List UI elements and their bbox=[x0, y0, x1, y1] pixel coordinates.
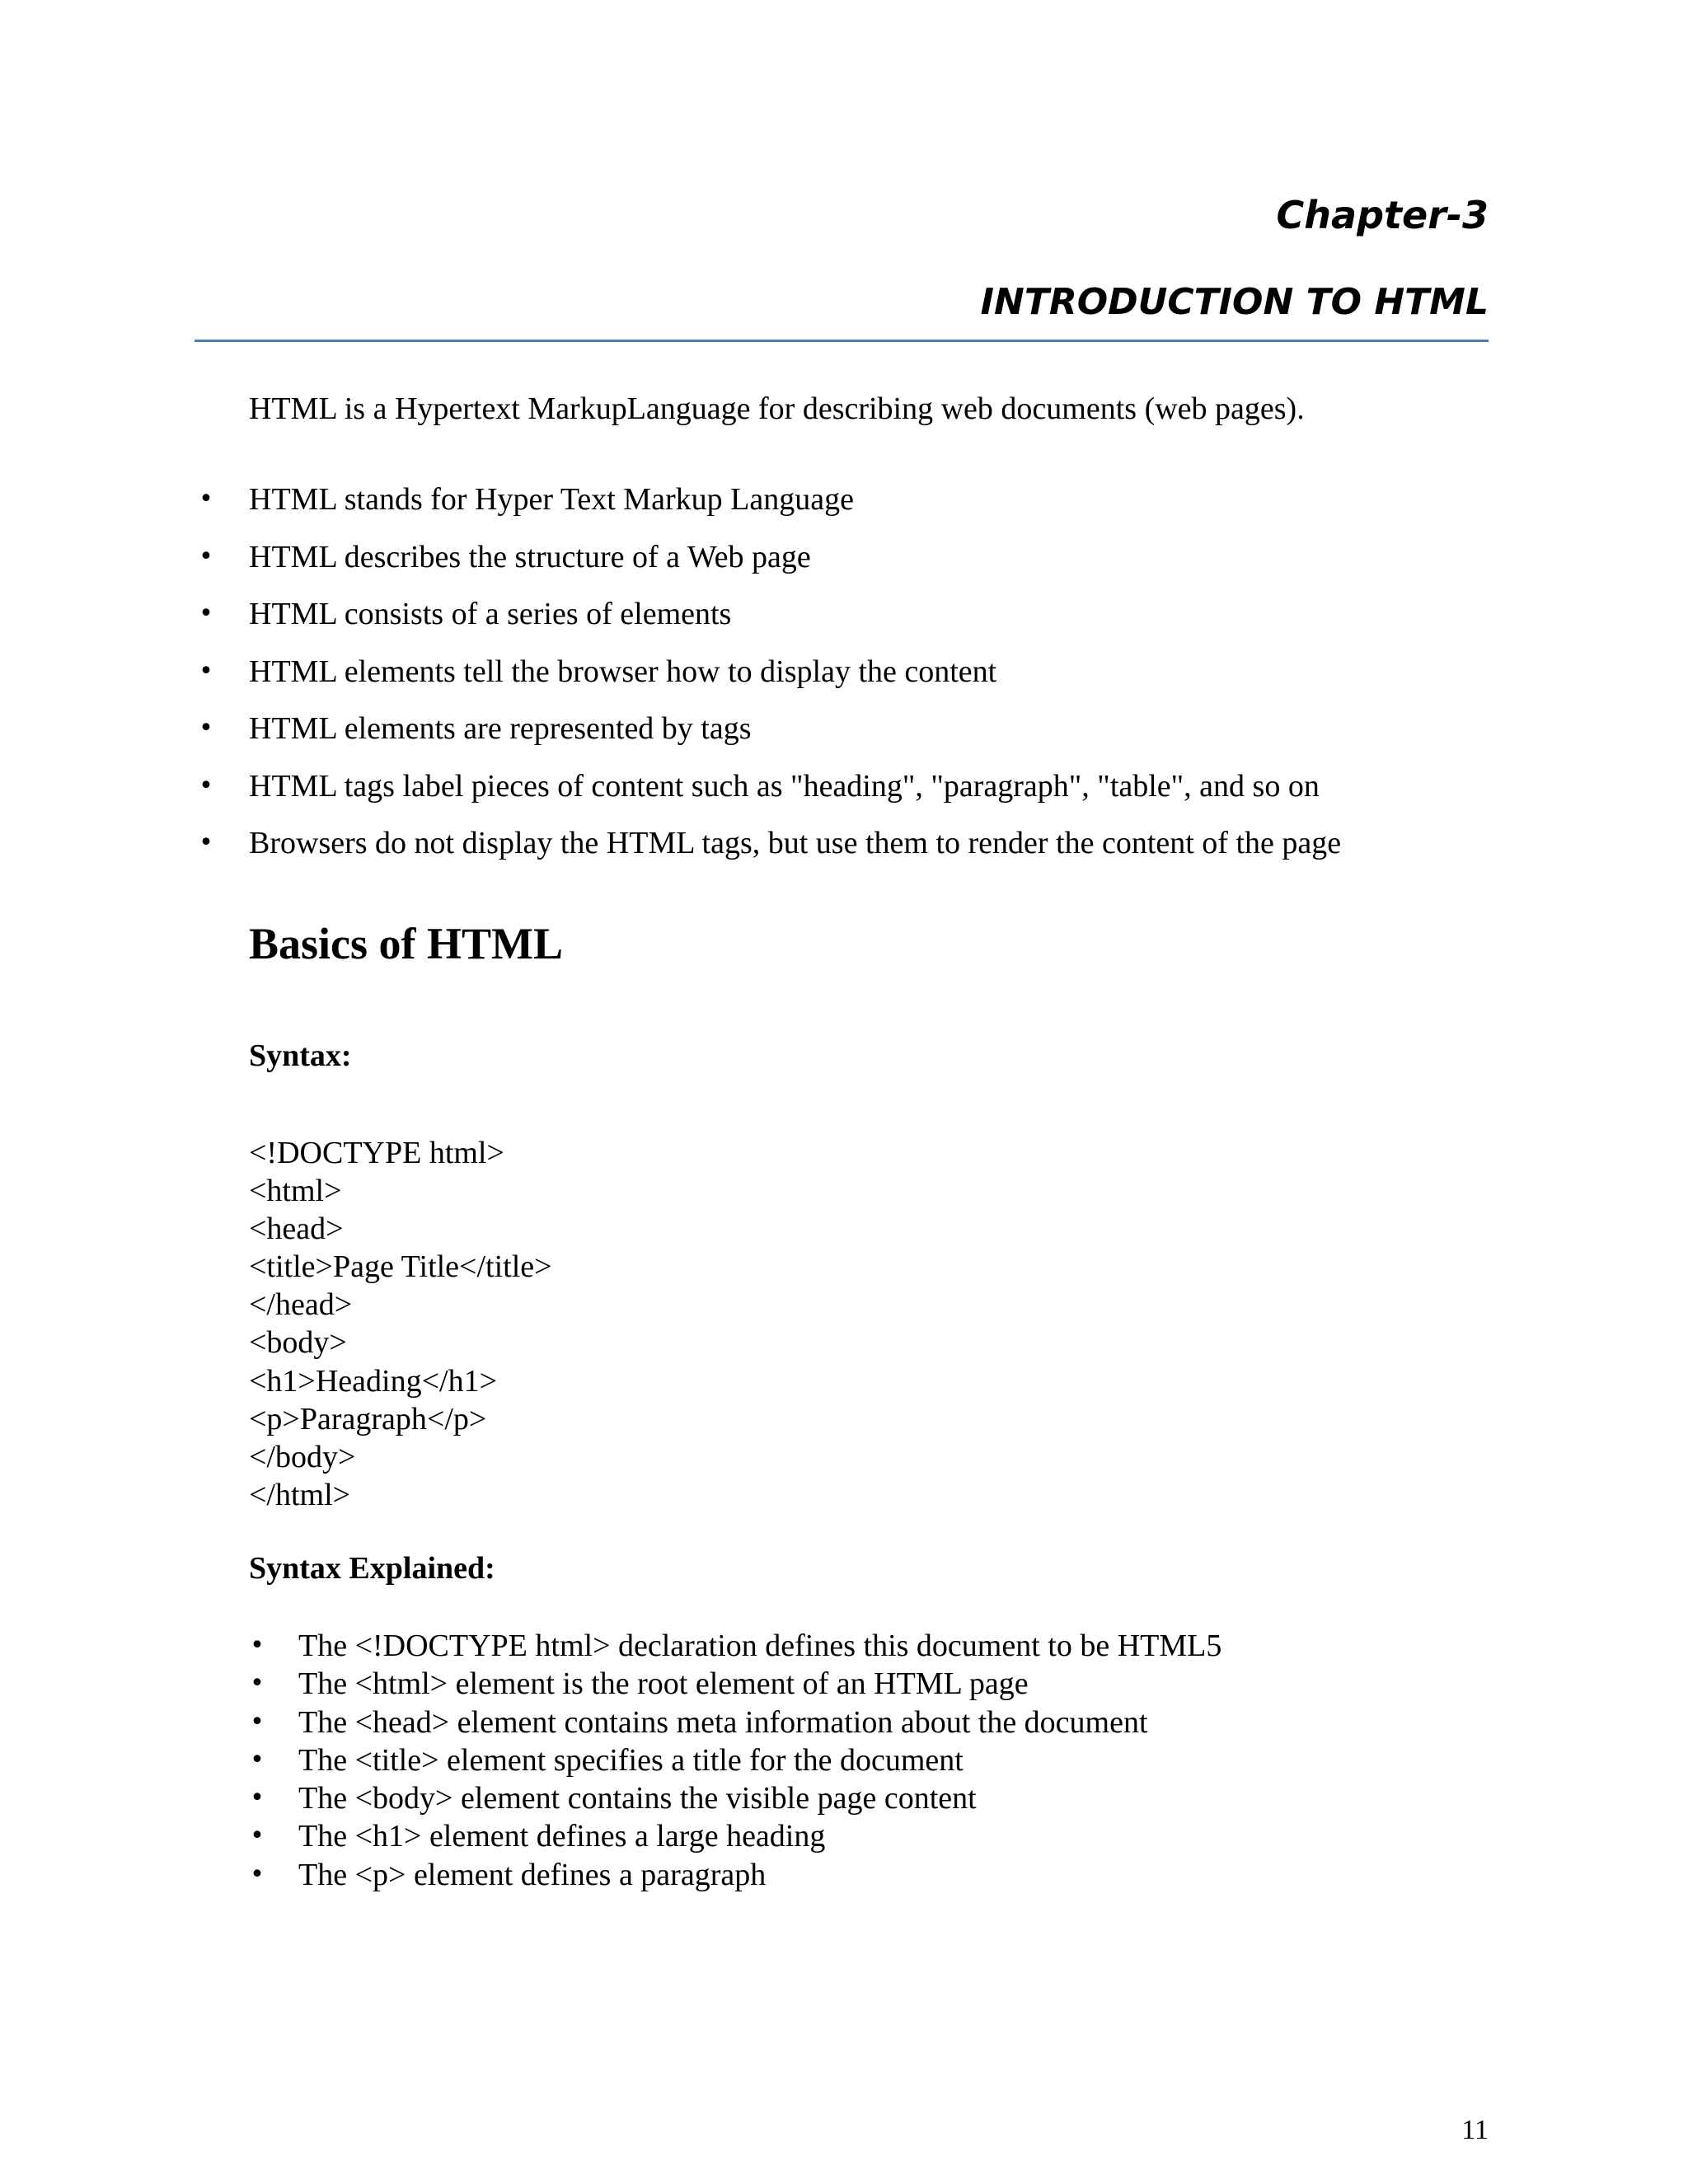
bullet-icon: • bbox=[250, 1669, 265, 1699]
list-item bbox=[198, 538, 1341, 596]
list-item bbox=[249, 1856, 1221, 1894]
chapter-label: Chapter-3 bbox=[1276, 193, 1489, 237]
list-item bbox=[198, 767, 1341, 825]
code-line: <h1>Heading</h1> bbox=[249, 1363, 498, 1399]
code-block bbox=[249, 1134, 552, 1514]
bullet-icon: • bbox=[250, 1821, 265, 1851]
list-item bbox=[198, 480, 1341, 538]
bullet-icon: • bbox=[199, 599, 213, 628]
list-item-text: The <p> element defines a paragraph bbox=[298, 1857, 767, 1892]
list-item bbox=[249, 1817, 1221, 1855]
list-item bbox=[198, 595, 1341, 653]
list-item bbox=[249, 1741, 1221, 1779]
facts-list bbox=[198, 480, 1341, 882]
list-item bbox=[249, 1627, 1221, 1665]
code-line: </body> bbox=[249, 1439, 356, 1474]
list-item-text: HTML describes the structure of a Web page bbox=[249, 539, 811, 574]
list-item-text: The <html> element is the root element of an HTML page bbox=[298, 1666, 1029, 1702]
syntax-explained-label: Syntax Explained: bbox=[249, 1551, 495, 1586]
bullet-icon: • bbox=[199, 656, 213, 686]
bullet-icon: • bbox=[199, 485, 213, 513]
code-line: </html> bbox=[249, 1477, 351, 1512]
code-line: <body> bbox=[249, 1325, 347, 1361]
list-item-text: HTML elements tell the browser how to display the content bbox=[249, 654, 997, 689]
list-item-text: The <title> element specifies a title for the document bbox=[298, 1742, 964, 1778]
bullet-icon: • bbox=[250, 1707, 265, 1736]
bullet-icon: • bbox=[250, 1783, 265, 1813]
section-heading: Basics of HTML bbox=[249, 919, 564, 968]
list-item-text: The <h1> element defines a large heading bbox=[298, 1819, 826, 1854]
list-item-text: HTML consists of a series of elements bbox=[249, 597, 732, 631]
code-line: <p>Paragraph</p> bbox=[249, 1401, 487, 1436]
title-rule bbox=[195, 340, 1489, 342]
code-line: <!DOCTYPE html> bbox=[249, 1136, 504, 1170]
intro-paragraph: HTML is a Hypertext MarkupLanguage for describing web documents (web pages). bbox=[249, 391, 1305, 426]
bullet-icon: • bbox=[250, 1745, 265, 1774]
list-item bbox=[249, 1665, 1221, 1703]
bullet-icon: • bbox=[250, 1631, 265, 1660]
list-item bbox=[249, 1704, 1221, 1741]
code-line: </head> bbox=[249, 1287, 353, 1323]
list-item-text: Browsers do not display the HTML tags, but use them to render the content of the page bbox=[249, 826, 1342, 860]
bullet-icon: • bbox=[199, 714, 213, 743]
page-number: 11 bbox=[1461, 2115, 1489, 2145]
bullet-icon: • bbox=[199, 828, 213, 857]
list-item-text: HTML tags label pieces of content such as "heading", "paragraph", "table", and so on bbox=[249, 768, 1320, 804]
chapter-title: INTRODUCTION TO HTML bbox=[980, 281, 1489, 323]
bullet-icon: • bbox=[250, 1859, 265, 1889]
list-item-text: The <!DOCTYPE html> declaration defines this document to be HTML5 bbox=[298, 1629, 1222, 1663]
list-item bbox=[249, 1779, 1221, 1817]
syntax-label: Syntax: bbox=[249, 1038, 352, 1073]
list-item-text: HTML elements are represented by tags bbox=[249, 711, 752, 746]
code-line: <html> bbox=[249, 1174, 342, 1209]
list-item bbox=[198, 824, 1341, 882]
code-line: <head> bbox=[249, 1212, 344, 1247]
list-item bbox=[198, 653, 1341, 710]
code-line: <title>Page Title</title> bbox=[249, 1249, 552, 1285]
list-item-text: The <body> element contains the visible page content bbox=[298, 1781, 977, 1816]
list-item-text: The <head> element contains meta information about the document bbox=[298, 1704, 1148, 1740]
list-item-text: HTML stands for Hyper Text Markup Language bbox=[249, 482, 854, 517]
list-item bbox=[198, 710, 1341, 767]
explanations-list bbox=[249, 1627, 1221, 1894]
bullet-icon: • bbox=[199, 771, 213, 800]
bullet-icon: • bbox=[199, 541, 213, 571]
